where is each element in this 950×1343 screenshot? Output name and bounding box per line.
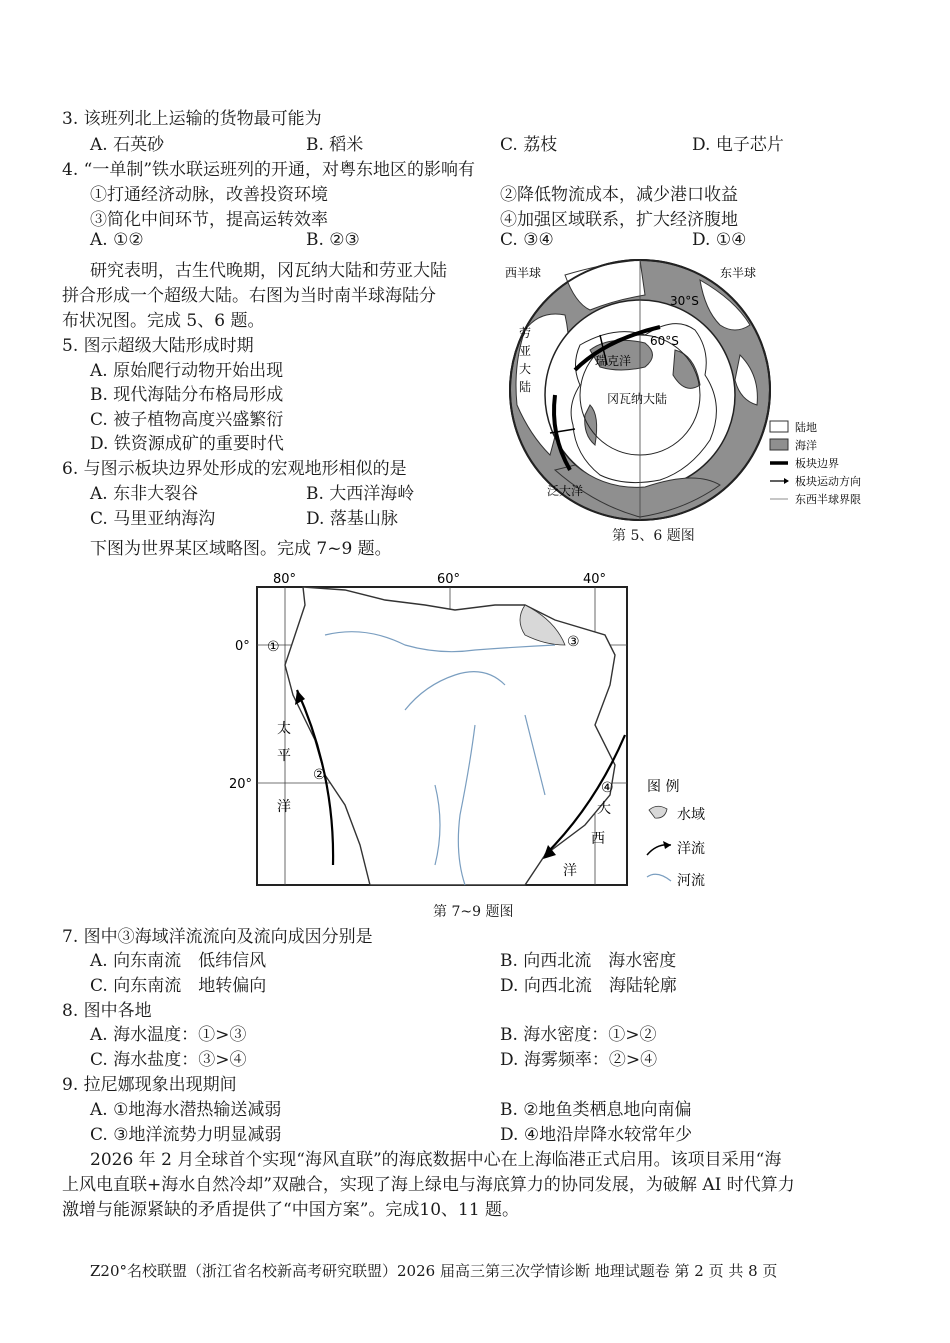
q7-option-b: B. 向西北流 海水密度 [500,951,677,971]
label-laurasia-4: 陆 [519,380,532,394]
lon-80: 80° [273,572,297,587]
q5-option-b: B. 现代海陆分布格局形成 [90,385,284,405]
q5-option-d: D. 铁资源成矿的重要时代 [90,434,284,454]
q8-option-b: B. 海水密度：①>② [500,1025,657,1045]
label-30s: 30°S [670,294,699,308]
label-laurasia-2: 亚 [519,344,532,358]
point-2: ② [313,767,326,783]
q3-option-d: D. 电子芯片 [692,135,784,155]
legend-current: 洋流 [677,841,705,857]
legend-boundary: 板块边界 [795,457,839,470]
q4-stem: 4. “一单制”铁水联运班列的开通，对粤东地区的影响有 [62,160,476,180]
label-laurasia-3: 大 [519,362,532,376]
legend-land-swatch [770,421,788,432]
legend-land: 陆地 [795,421,817,434]
pacific-2: 平 [277,748,291,764]
intro56-line2: 拼合形成一个超级大陆。右图为当时南半球海陆分 [62,286,436,306]
q4-option-d: D. ①④ [692,230,747,250]
page-footer: Z20°名校联盟（浙江省名校新高考研究联盟）2026 届高三第三次学情诊断 地理试题卷 第 2 页 共 8 页 [90,1262,778,1280]
pacific-3: 洋 [277,799,291,815]
q7-option-d: D. 向西北流 海陆轮廓 [500,976,677,996]
q5-option-a: A. 原始爬行动物开始出现 [90,361,284,381]
q8-option-c: C. 海水盐度：③>④ [90,1050,247,1070]
q6-option-c: C. 马里亚纳海沟 [90,509,216,529]
q8-option-a: A. 海水温度：①>③ [90,1025,247,1045]
label-rheic: 瑞克洋 [595,354,632,368]
q4-option-a: A. ①② [90,230,144,250]
figure-7-9-caption: 第 7~9 题图 [433,904,514,920]
q9-option-c: C. ③地洋流势力明显减弱 [90,1125,282,1145]
atlantic-3: 洋 [563,863,577,879]
legend-water-swatch [649,806,667,818]
atlantic-1: 大 [597,801,611,817]
q6-option-d: D. 落基山脉 [306,509,398,529]
q7-option-a: A. 向东南流 低纬信风 [90,951,267,971]
q5-stem: 5. 图示超级大陆形成时期 [62,336,254,356]
q6-stem: 6. 与图示板块边界处形成的宏观地形相似的是 [62,459,407,479]
legend-river: 河流 [677,873,705,889]
q4-item-1: ①打通经济动脉，改善投资环境 [90,185,328,205]
q3-stem: 3. 该班列北上运输的货物最可能为 [62,109,322,129]
legend-river-swatch [647,874,671,881]
legend-water: 水域 [677,807,705,823]
label-60s: 60°S [650,334,679,348]
intro79: 下图为世界某区域略图。完成 7~9 题。 [90,539,392,559]
q7-option-c: C. 向东南流 地转偏向 [90,976,267,996]
figure-5-6-map [495,255,895,545]
lat-0: 0° [235,639,250,654]
passage-line3: 激增与能源紧缺的矛盾提供了“中国方案”。完成10、11 题。 [62,1200,520,1220]
figure-7-9-map [225,565,725,905]
q9-option-a: A. ①地海水潜热输送减弱 [90,1100,282,1120]
q9-option-d: D. ④地沿岸降水较常年少 [500,1125,693,1145]
lon-60: 60° [437,572,461,587]
q3-option-b: B. 稻米 [306,135,364,155]
label-east: 东半球 [720,266,757,280]
q6-option-b: B. 大西洋海岭 [306,484,415,504]
point-3: ③ [567,634,580,650]
passage-line1: 2026 年 2 月全球首个实现“海风直联”的海底数据中心在上海临港正式启用。该项目采用“海 [90,1150,782,1170]
label-laurasia-1: 劳 [519,326,532,340]
label-panthalassa: 泛大洋 [547,484,584,498]
legend-title: 图 例 [647,779,680,795]
q9-stem: 9. 拉尼娜现象出现期间 [62,1075,237,1095]
q7-stem: 7. 图中③海域洋流流向及流向成因分别是 [62,927,373,947]
point-4: ④ [601,780,614,796]
label-gondwana: 冈瓦纳大陆 [607,392,668,406]
q3-option-a: A. 石英砂 [90,135,165,155]
q4-item-3: ③简化中间环节，提高运转效率 [90,210,328,230]
legend-ocean: 海洋 [795,439,817,452]
passage-line2: 上风电直联+海水自然冷却”双融合，实现了海上绿电与海底算力的协同发展，为破解 AI 时代算力 [62,1175,795,1195]
q8-stem: 8. 图中各地 [62,1001,152,1021]
q4-item-4: ④加强区域联系，扩大经济腹地 [500,210,738,230]
q4-option-b: B. ②③ [306,230,360,250]
label-west: 西半球 [505,266,542,280]
atlantic-2: 西 [591,831,605,847]
legend-ocean-swatch [770,439,788,450]
q4-item-2: ②降低物流成本，减少港口收益 [500,185,738,205]
lon-40: 40° [583,572,607,587]
q6-option-a: A. 东非大裂谷 [90,484,199,504]
q3-option-c: C. 荔枝 [500,135,558,155]
q4-option-c: C. ③④ [500,230,554,250]
q9-option-b: B. ②地鱼类栖息地向南偏 [500,1100,692,1120]
legend-divider: 东西半球界限 [795,493,861,506]
pacific-1: 太 [277,721,291,737]
q8-option-d: D. 海雾频率：②>④ [500,1050,658,1070]
intro56-line3: 布状况图。完成 5、6 题。 [62,311,265,331]
q5-option-c: C. 被子植物高度兴盛繁衍 [90,410,284,430]
intro56-line1: 研究表明，古生代晚期，冈瓦纳大陆和劳亚大陆 [90,261,447,281]
figure-5-6-caption: 第 5、6 题图 [612,528,695,544]
lat-20: 20° [229,777,253,792]
point-1: ① [267,639,280,655]
legend-motion: 板块运动方向 [795,475,861,488]
